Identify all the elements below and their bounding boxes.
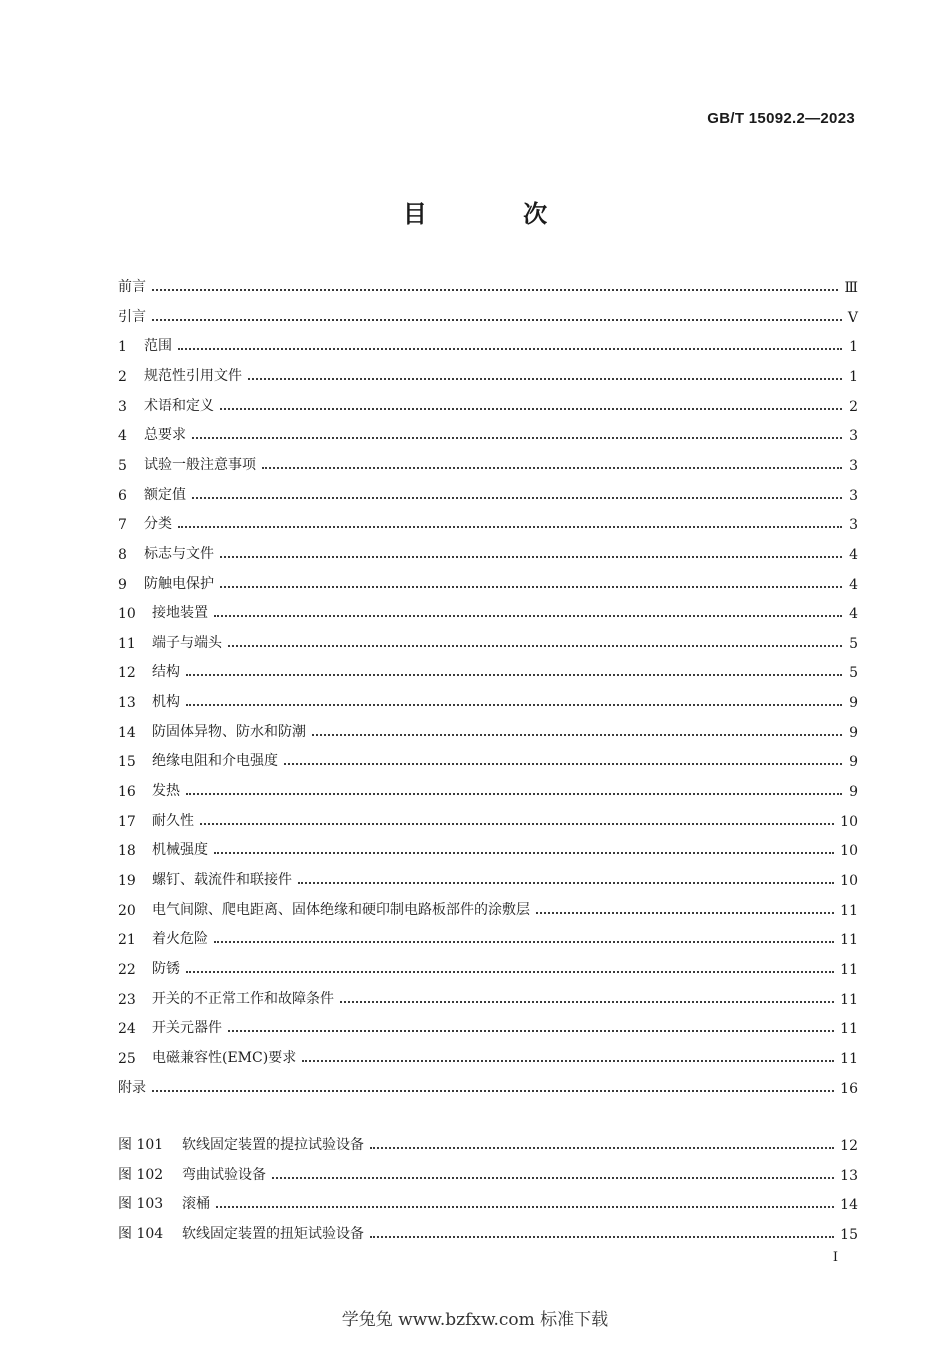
toc-entry-label: 前言: [118, 279, 146, 295]
toc-entry-label: 分类: [144, 516, 172, 533]
toc-entry[interactable]: [118, 837, 858, 859]
toc-entry-label: 附录: [118, 1079, 146, 1096]
toc-entry-label: 发热: [152, 783, 180, 800]
dot-leader: [152, 319, 842, 321]
dot-leader: [152, 289, 838, 291]
toc-entry-number: 11: [118, 635, 136, 652]
dot-leader: [214, 615, 842, 617]
toc-entry-page: 4: [849, 546, 858, 563]
toc-entry-page: Ⅲ: [844, 280, 858, 296]
dot-leader: [200, 823, 834, 825]
toc-entry-page: 11: [840, 902, 858, 919]
toc-entry-page: 11: [840, 961, 858, 978]
toc-entry-number: 21: [118, 932, 136, 949]
toc-entry-page: 3: [849, 487, 858, 504]
toc-entry-number: 3: [118, 398, 127, 415]
toc-entry-number: 15: [118, 754, 136, 771]
toc-entry-number: 16: [118, 784, 136, 801]
toc-entry[interactable]: [118, 393, 858, 415]
toc-entry-number: 9: [118, 576, 127, 593]
figure-entry[interactable]: [118, 1162, 858, 1184]
figure-entry-page: 12: [840, 1138, 858, 1154]
toc-entry-number: 6: [118, 487, 127, 504]
toc-entry-page: 4: [849, 576, 858, 593]
toc-entry-label: 防锈: [152, 960, 180, 977]
figure-entry[interactable]: [118, 1191, 858, 1213]
toc-entry-page: 9: [849, 754, 858, 771]
dot-leader: [536, 912, 834, 914]
figure-entry[interactable]: [118, 1132, 858, 1154]
toc-entry[interactable]: [118, 808, 858, 830]
toc-entry-page: 1: [849, 368, 858, 385]
toc-entry-label: 范围: [144, 338, 172, 355]
toc-entry-label: 防固体异物、防水和防潮: [152, 723, 306, 740]
toc-entry-number: 7: [118, 517, 127, 534]
toc-entry-page: 5: [849, 665, 858, 682]
toc-entry-page: 2: [849, 398, 858, 415]
dot-leader: [186, 704, 842, 706]
dot-leader: [186, 674, 842, 676]
figure-entry-page: 15: [840, 1226, 858, 1243]
dot-leader: [298, 882, 834, 884]
dot-leader: [220, 408, 842, 410]
toc-entry[interactable]: [118, 600, 858, 622]
toc-entry[interactable]: [118, 1015, 858, 1037]
toc-entry[interactable]: [118, 630, 858, 652]
toc-entry[interactable]: [118, 897, 858, 919]
dot-leader: [312, 734, 842, 736]
figure-entry[interactable]: [118, 1221, 858, 1243]
toc-entry-label: 机械强度: [152, 842, 208, 859]
dot-leader: [228, 645, 842, 647]
dot-leader: [192, 497, 842, 499]
toc-entry-number: 20: [118, 902, 136, 919]
toc-entry-number: 5: [118, 457, 127, 474]
dot-leader: [214, 852, 834, 854]
dot-leader: [370, 1236, 834, 1238]
toc-entry-number: 13: [118, 695, 136, 712]
figure-entry-label: 软线固定装置的提拉试验设备: [182, 1137, 364, 1153]
dot-leader: [340, 1001, 834, 1003]
figure-entry-number: 图 102: [118, 1166, 164, 1183]
toc-entry-page: 10: [840, 843, 858, 860]
toc-entry-number: 4: [118, 428, 127, 445]
toc-entry-number: 12: [118, 665, 136, 682]
toc-entry[interactable]: [118, 659, 858, 681]
toc-entry-label: 电气间隙、爬电距离、固体绝缘和硬印制电路板部件的涂敷层: [152, 901, 530, 918]
toc-entry-label: 引言: [118, 308, 146, 325]
toc-entry-number: 25: [118, 1050, 136, 1067]
toc-entry-page: 5: [849, 635, 858, 652]
toc-entry[interactable]: [118, 926, 858, 948]
toc-entry-page: 3: [849, 428, 858, 445]
dot-leader: [272, 1177, 834, 1179]
figure-entry-label: 滚桶: [182, 1196, 210, 1212]
figure-entry-number: 图 101: [118, 1137, 164, 1153]
toc-entry-label: 试验一般注意事项: [144, 456, 256, 473]
figure-entry-page: 14: [840, 1197, 858, 1213]
toc-entry[interactable]: [118, 778, 858, 800]
toc-entry[interactable]: [118, 1075, 858, 1097]
dot-leader: [284, 763, 842, 765]
toc-entry-label: 螺钉、载流件和联接件: [152, 872, 292, 888]
toc-entry-label: 开关的不正常工作和故障条件: [152, 990, 334, 1007]
figure-entry-label: 弯曲试验设备: [182, 1166, 266, 1183]
toc-entry-page: 9: [849, 695, 858, 712]
dot-leader: [186, 793, 842, 795]
toc-entry-label: 术语和定义: [144, 397, 214, 414]
toc-entry-number: 10: [118, 606, 136, 623]
dot-leader: [178, 526, 842, 528]
toc-entry[interactable]: [118, 333, 858, 355]
toc-entry-label: 规范性引用文件: [144, 367, 242, 384]
toc-entry[interactable]: [118, 452, 858, 474]
standard-code: GB/T 15092.2—2023: [707, 110, 855, 127]
toc-entry-label: 接地装置: [152, 605, 208, 622]
toc-entry-label: 总要求: [144, 427, 186, 444]
dot-leader: [192, 437, 842, 439]
figure-entry-page: 13: [840, 1167, 858, 1184]
toc-entry-number: 17: [118, 813, 136, 830]
dot-leader: [178, 348, 842, 350]
toc-entry-label: 防触电保护: [144, 575, 214, 592]
toc-entry-label: 绝缘电阻和介电强度: [152, 753, 278, 770]
toc-entry-page: Ⅴ: [847, 309, 858, 326]
toc-entry[interactable]: [118, 274, 858, 296]
toc-entry[interactable]: [118, 422, 858, 444]
toc-entry[interactable]: [118, 748, 858, 770]
toc-entry[interactable]: [118, 867, 858, 889]
toc-entry-number: 18: [118, 843, 136, 860]
toc-entry-page: 3: [849, 517, 858, 534]
toc-entry-page: 16: [840, 1080, 858, 1097]
dot-leader: [302, 1060, 834, 1062]
toc-entry[interactable]: [118, 482, 858, 504]
dot-leader: [248, 378, 842, 380]
figure-entry-number: 图 103: [118, 1196, 164, 1212]
toc-entry-page: 9: [849, 784, 858, 801]
toc-entry-label: 结构: [152, 664, 180, 681]
toc-entry[interactable]: [118, 541, 858, 563]
toc-entry[interactable]: [118, 986, 858, 1008]
toc-entry-page: 11: [840, 932, 858, 949]
toc-entry-number: 8: [118, 546, 127, 563]
toc-entry-page: 3: [849, 457, 858, 474]
toc-entry[interactable]: [118, 719, 858, 741]
toc-entry-number: 19: [118, 873, 136, 889]
toc-entry[interactable]: [118, 363, 858, 385]
dot-leader: [220, 556, 842, 558]
toc-entry-page: 10: [840, 873, 858, 889]
toc-entry-number: 14: [118, 724, 136, 741]
toc-entry-page: 4: [849, 606, 858, 623]
toc-entry-label: 标志与文件: [144, 545, 214, 562]
toc-entry-number: 22: [118, 961, 136, 978]
toc-entry-label: 耐久性: [152, 812, 194, 829]
toc-entry[interactable]: [118, 956, 858, 978]
toc-entry-label: 额定值: [144, 486, 186, 503]
toc-entry-label: 机构: [152, 694, 180, 711]
figure-entry-label: 软线固定装置的扭矩试验设备: [182, 1225, 364, 1242]
dot-leader: [370, 1147, 834, 1149]
dot-leader: [220, 586, 842, 588]
toc-entry-number: 23: [118, 991, 136, 1008]
toc-entry-page: 1: [849, 339, 858, 356]
toc-entry-number: 24: [118, 1021, 136, 1038]
dot-leader: [262, 467, 842, 469]
figure-entry-number: 图 104: [118, 1225, 164, 1242]
watermark-text: 学兔兔 www.bzfxw.com 标准下载: [341, 1310, 609, 1330]
toc-entry-page: 11: [840, 991, 858, 1008]
dot-leader: [216, 1206, 834, 1208]
toc-title: 目 次: [402, 199, 592, 228]
toc-entry-number: 2: [118, 368, 127, 385]
toc-entry[interactable]: [118, 571, 858, 593]
toc-entry-number: 1: [118, 339, 127, 356]
toc-entry-label: 电磁兼容性(EMC)要求: [152, 1049, 297, 1066]
dot-leader: [214, 941, 834, 943]
page-number: I: [832, 1250, 838, 1265]
toc-entry-page: 10: [840, 813, 858, 830]
toc-entry[interactable]: [118, 1045, 858, 1067]
toc-entry-label: 开关元器件: [152, 1020, 222, 1037]
toc-entry-page: 11: [840, 1050, 858, 1067]
dot-leader: [228, 1030, 834, 1032]
toc-entry-page: 9: [849, 724, 858, 741]
toc-entry[interactable]: [118, 304, 858, 326]
dot-leader: [186, 971, 834, 973]
toc-entry-page: 11: [840, 1021, 858, 1038]
toc-entry-label: 着火危险: [152, 931, 208, 948]
dot-leader: [152, 1090, 834, 1092]
toc-entry[interactable]: [118, 689, 858, 711]
toc-entry-label: 端子与端头: [152, 634, 222, 651]
toc-entry[interactable]: [118, 511, 858, 533]
